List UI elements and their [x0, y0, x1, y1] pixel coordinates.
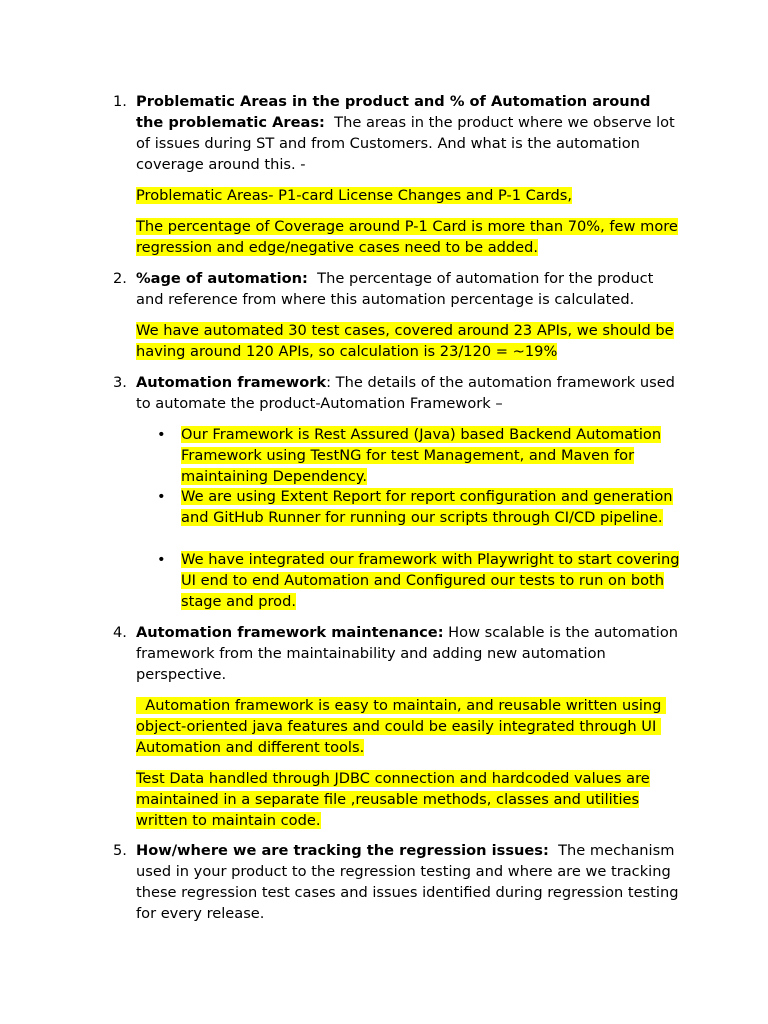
item-text: How scalable is the automation framework from the maintainability and adding new automation perspective. [136, 624, 679, 683]
highlight-paragraph [136, 768, 681, 831]
item-heading: Automation framework maintenance: [136, 624, 444, 641]
item-heading: %age of automation: [136, 270, 308, 287]
bullet-icon: • [157, 426, 166, 443]
list-item-1 [113, 91, 681, 175]
bullet-item [157, 549, 681, 612]
item-heading: Problematic Areas in the product and % of Automation around the problematic Areas: [136, 93, 651, 131]
highlighted-text: We have automated 30 test cases, covered around 23 APIs, we should be having around 120 APIs, so calculation is 23/120 = ~19% [136, 322, 674, 360]
highlight-paragraph [136, 216, 681, 258]
bullet-icon: • [157, 488, 166, 505]
item-text: The mechanism used in your product to the regression testing and where are we tracking these regression test cases and issues identified during regression testing for every release. [136, 842, 684, 922]
bullet-item [157, 424, 681, 487]
highlight-paragraph [136, 695, 681, 758]
item-text: : The details of the automation framework used to automate the product-Automation Framework – [136, 374, 675, 412]
list-number: 5. [113, 842, 127, 859]
highlighted-text: The percentage of Coverage around P-1 Card is more than 70%, few more regression and edge/negative cases need to be added. [136, 218, 678, 256]
highlight-paragraph [136, 320, 681, 362]
item-heading: How/where we are tracking the regression issues: [136, 842, 549, 859]
list-item-4 [113, 622, 681, 685]
list-number: 3. [113, 374, 127, 391]
highlighted-text: We have integrated our framework with Playwright to start covering UI end to end Automation and Configured our tests to run on both stage and prod. [181, 551, 680, 610]
list-item-5 [113, 840, 684, 924]
list-number: 2. [113, 270, 127, 287]
list-number: 4. [113, 624, 127, 641]
highlighted-text: Our Framework is Rest Assured (Java) based Backend Automation Framework using TestNG for test Management, and Maven for maintaining Dependency. [181, 426, 662, 485]
item-heading: Automation framework [136, 374, 327, 391]
list-item-3 [113, 372, 681, 414]
bullet-icon: • [157, 551, 166, 568]
item-text: The percentage of automation for the product and reference from where this automation percentage is calculated. [136, 270, 659, 308]
highlighted-text: Test Data handled through JDBC connection and hardcoded values are maintained in a separate file ,reusable methods, classes and utilities written to maintain code. [136, 770, 650, 829]
highlighted-text: We are using Extent Report for report configuration and generation and GitHub Runner for running our scripts through CI/CD pipeline. [181, 488, 673, 526]
item-text: The areas in the product where we observe lot of issues during ST and from Customers. And what is the automation coverage around this. - [136, 114, 680, 173]
list-item-2 [113, 268, 681, 310]
highlighted-text: Problematic Areas- P1-card License Changes and P-1 Cards, [136, 187, 573, 204]
bullet-item [157, 486, 681, 528]
list-number: 1. [113, 93, 127, 110]
highlighted-text: Automation framework is easy to maintain, and reusable written using object-oriented java features and could be easily integrated through UI Automation and different tools. [136, 697, 667, 756]
highlight-paragraph [136, 185, 681, 206]
